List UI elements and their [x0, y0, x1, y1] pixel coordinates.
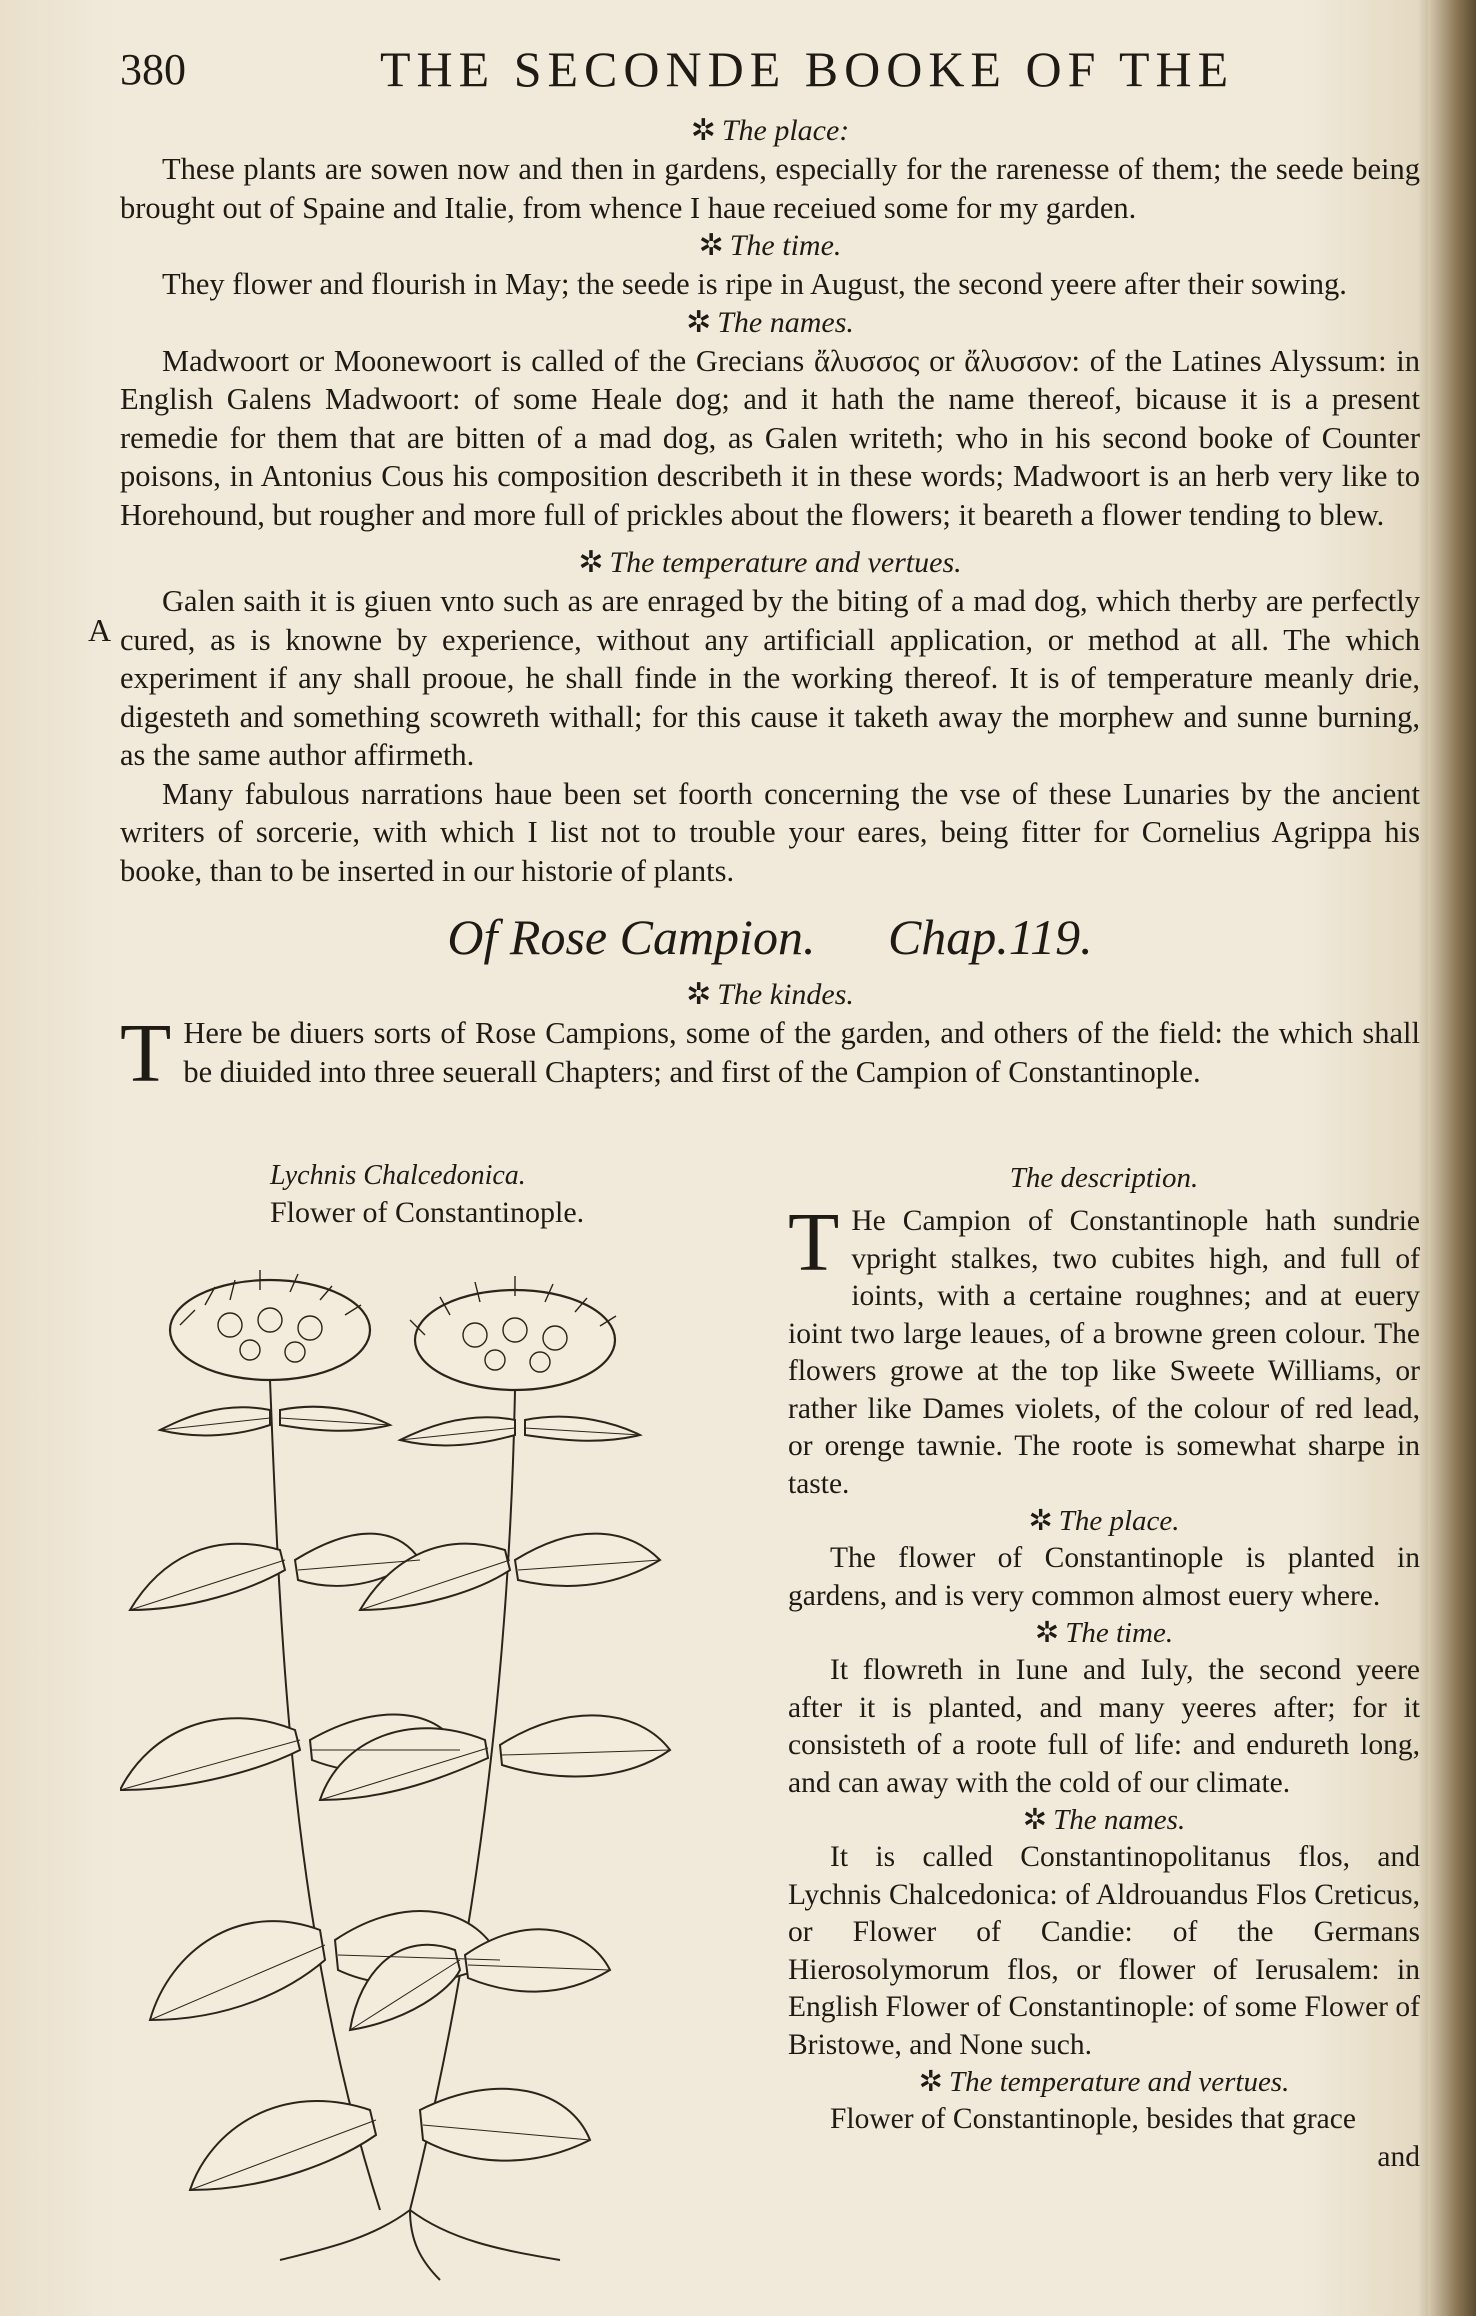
rc-place-heading: ✲ The place. — [1028, 1505, 1180, 1537]
time-paragraph: They flower and flourish in May; the seede is ripe in August, the second yeere after their sowing. — [162, 267, 1347, 301]
temperature-heading: ✲ The temperature and vertues. — [578, 546, 962, 579]
fleuron-icon: ✲ — [1028, 1505, 1053, 1537]
place-paragraph: These plants are sowen now and then in gardens, especially for the rarenesse of them; the seede being brought out of Spaine and Italie, from whence I haue receiued some for my garden. — [120, 152, 1420, 225]
catchword: and — [1377, 2140, 1420, 2173]
rc-time-paragraph: It flowreth in Iune and Iuly, the second yeere after it is planted, and many yeeres after; for it consisteth of a roote full of life: and endureth long, and can away with the cold of our climate. — [788, 1654, 1420, 1799]
upper-text-block — [120, 112, 1420, 1100]
page-number: 380 — [120, 45, 186, 94]
fleuron-icon: ✲ — [1022, 1804, 1048, 1836]
names-heading: ✲ The names. — [686, 305, 854, 339]
kindes-paragraph: T Here be diuers sorts of Rose Campions, some of the garden, and others of the field: the which shall be diuided into three seuerall Chapters; and first of the Campion of Constantinople. — [120, 1007, 1420, 1100]
chapter-number: Chap.119. — [887, 909, 1093, 965]
drop-capital: T — [788, 1196, 840, 1289]
description-heading: The description. — [1009, 1162, 1199, 1194]
fleuron-icon: ✲ — [698, 229, 724, 262]
drop-capital: T — [120, 1007, 172, 1100]
fleuron-icon: ✲ — [686, 978, 712, 1011]
rc-names-paragraph: It is called Constantinopolitanus flos, and Lychnis Chalcedonica: of Aldrouandus Flos Creticus, or Flower of Candie: of the Germans Hierosolymorum flos, or flower of Ierusalem: in English Flower of Constantinople: of some Flower of Bristowe, and None such. — [788, 1841, 1420, 2061]
fables-paragraph: Many fabulous narrations haue been set foorth concerning the vse of these Lunaries by the ancient writers of sorcerie, with which I list not to trouble your eares, being fitter for Cornelius Agrippa his booke, than to be inserted in our historie of plants. — [120, 776, 1420, 888]
figure-caption-english: Flower of Constantinople. — [270, 1196, 585, 1229]
book-spine-shadow — [1428, 0, 1476, 2316]
figure-caption-latin: Lychnis Chalcedonica. — [270, 1160, 526, 1191]
fleuron-icon: ✲ — [578, 546, 604, 579]
time-heading: ✲ The time. — [698, 229, 842, 262]
fleuron-icon: ✲ — [918, 2066, 943, 2098]
rose-campion-woodcut — [120, 1230, 760, 2290]
description-paragraph: T He Campion of Constantinople hath sundrie vpright stalkes, two cubites high, and full of ioints, with a certaine roughnes; and at euery ioint two large leaues, of a browne green colour. The flowers growe at the top like Sweete Williams, or rather like Dames violets, of the colour of red lead, or orenge tawnie. The roote is somewhat sharpe in taste. — [788, 1196, 1420, 1500]
running-title: THE SECONDE BOOKE OF THE — [380, 41, 1235, 97]
chapter-title — [120, 908, 1420, 966]
fleuron-icon: ✲ — [1034, 1617, 1060, 1649]
rc-place-paragraph: The flower of Constantinople is planted in gardens, and is very common almost euery where. — [788, 1542, 1420, 1612]
rc-temperature-paragraph: Flower of Constantinople, besides that grace — [830, 2103, 1356, 2135]
chapter-name: Of Rose Campion. — [447, 909, 816, 965]
running-head — [120, 40, 1420, 110]
fleuron-icon: ✲ — [690, 114, 716, 147]
place-heading: ✲ The place: — [690, 114, 850, 147]
names-paragraph: Madwoort or Moonewoort is called of the Grecians ἄλυσσος or ἄλυσσον: of the Latines Alyssum: in English Galens Madwoort: of some Heale dog; and it hath the name thereof, bicause it is a present remedie for them that are bitten of a mad dog, as Galen writeth; who in his second booke of Counter poisons, in Antonius Cous his composition describeth it in these words; Madwoort is an herb very like to Horehound, but rougher and more full of prickles about the flowers; it beareth a flower tending to blew. — [120, 343, 1420, 532]
rc-temperature-heading: ✲ The temperature and vertues. — [918, 2066, 1290, 2098]
description-column — [788, 1160, 1420, 2176]
margin-letter: A — [88, 612, 112, 648]
two-column-section — [120, 1160, 1420, 2290]
temperature-paragraph: Galen saith it is giuen vnto such as are enraged by the biting of a mad dog, which therby are perfectly cured, as is knowne by experience, without any artificiall application, or method at all. The which experiment if any shall prooue, he shall finde in the working thereof. It is of temperature meanly drie, digesteth and something scowreth withall; for this cause it taketh away the morphew and sunne burning, as the same author affirmeth. — [120, 584, 1420, 772]
rc-names-heading: ✲ The names. — [1022, 1804, 1186, 1836]
fleuron-icon: ✲ — [686, 305, 712, 339]
figure-column — [120, 1160, 760, 2290]
kindes-heading: ✲ The kindes. — [686, 978, 854, 1011]
rc-time-heading: ✲ The time. — [1034, 1617, 1174, 1649]
